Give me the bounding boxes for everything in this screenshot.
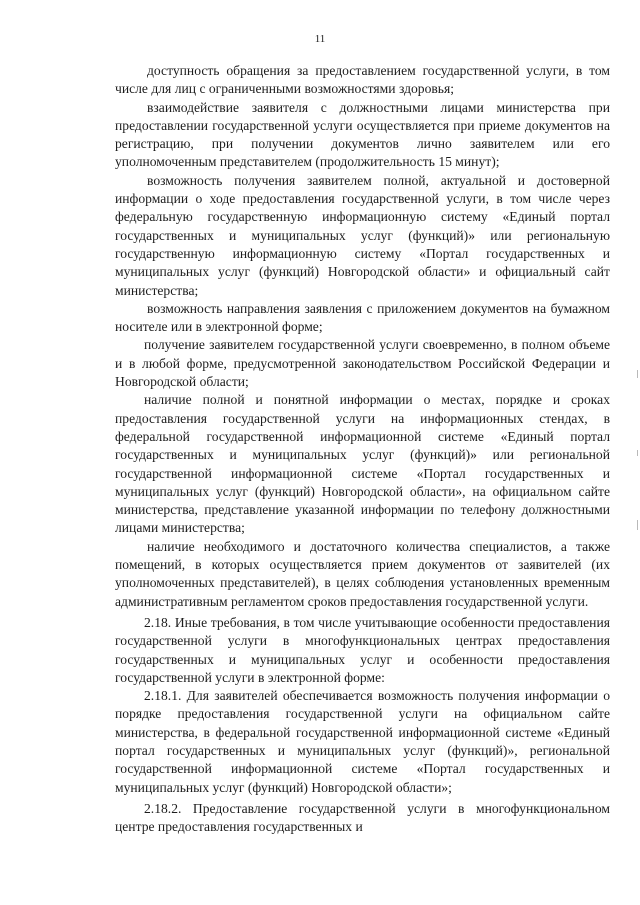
paragraph-complete-information: наличие полной и понятной информации о местах, порядке и сроках предоставления государственной услуги на информационных стендах, в федеральной государственной информационной системе «Единый портал государственных и муниципальных услуг (функций)» или региональной государственной информационной системе «Портал государственных и муниципальных услуг (функций) Новгородской области», на официальном сайте министерства, представление указанной информации по телефону должностными лицами министерства;: [115, 392, 610, 536]
paragraph-interaction: взаимодействие заявителя с должностными лицами министерства при предоставлении государственной услуги осуществляется при приеме документов на регистрацию, при получении документов лично заявителем или его уполномоченным представителем (продолжительность 15 минут);: [115, 99, 610, 170]
paragraph-section-2-18-1: 2.18.1. Для заявителей обеспечивается возможность получения информации о порядке предоставления государственной услуги на официальном сайте министерства, в федеральной государственной информационной системе «Единый портал государственных и муниципальных услуг (функций)», региональной государственной информационной системе «Портал государственных и муниципальных услуг (функций) Новгородской области»;: [115, 688, 610, 795]
paragraph-accessibility: доступность обращения за предоставлением государственной услуги, в том числе для лиц с ограниченными возможностями здоровья;: [115, 63, 610, 97]
paragraph-section-2-18-2: 2.18.2. Предоставление государственной услуги в многофункциональном центре предоставления государственных и: [115, 800, 610, 835]
paragraph-information-availability: возможность получения заявителем полной, актуальной и достоверной информации о ходе предоставления государственной услуги, в том числе через федеральную государственную информационную систему «Единый портал государственных и муниципальных услуг (функций)» или региональную государственную информационную систему «Портал государственных и муниципальных услуг (функций) Новгородской области» и официальный сайт министерства;: [115, 172, 610, 298]
scan-mark: [637, 370, 638, 378]
document-body: [115, 62, 610, 836]
paragraph-section-2-18: 2.18. Иные требования, в том числе учитывающие особенности предоставления государственной услуги в многофункциональных центрах предоставления государственных и муниципальных услуг и особенности предоставления государственной услуги в электронной форме:: [115, 614, 610, 685]
page-number: 11: [314, 33, 326, 45]
paragraph-timely-service: получение заявителем государственной услуги своевременно, в полном объеме и в любой форме, предусмотренной законодательством Российской Федерации и Новгородской области;: [115, 337, 610, 390]
paragraph-application-submission: возможность направления заявления с приложением документов на бумажном носителе или в электронной форме;: [115, 300, 610, 335]
scan-mark: [637, 520, 638, 530]
scan-margin-marks: [636, 370, 638, 570]
paragraph-specialists: наличие необходимого и достаточного количества специалистов, а также помещений, в которых осуществляется прием документов от заявителей (их уполномоченных представителей), в целях соблюдения установленных временным административным регламентом сроков предоставления государственной услуги.: [115, 538, 610, 609]
scan-mark: [637, 450, 638, 456]
